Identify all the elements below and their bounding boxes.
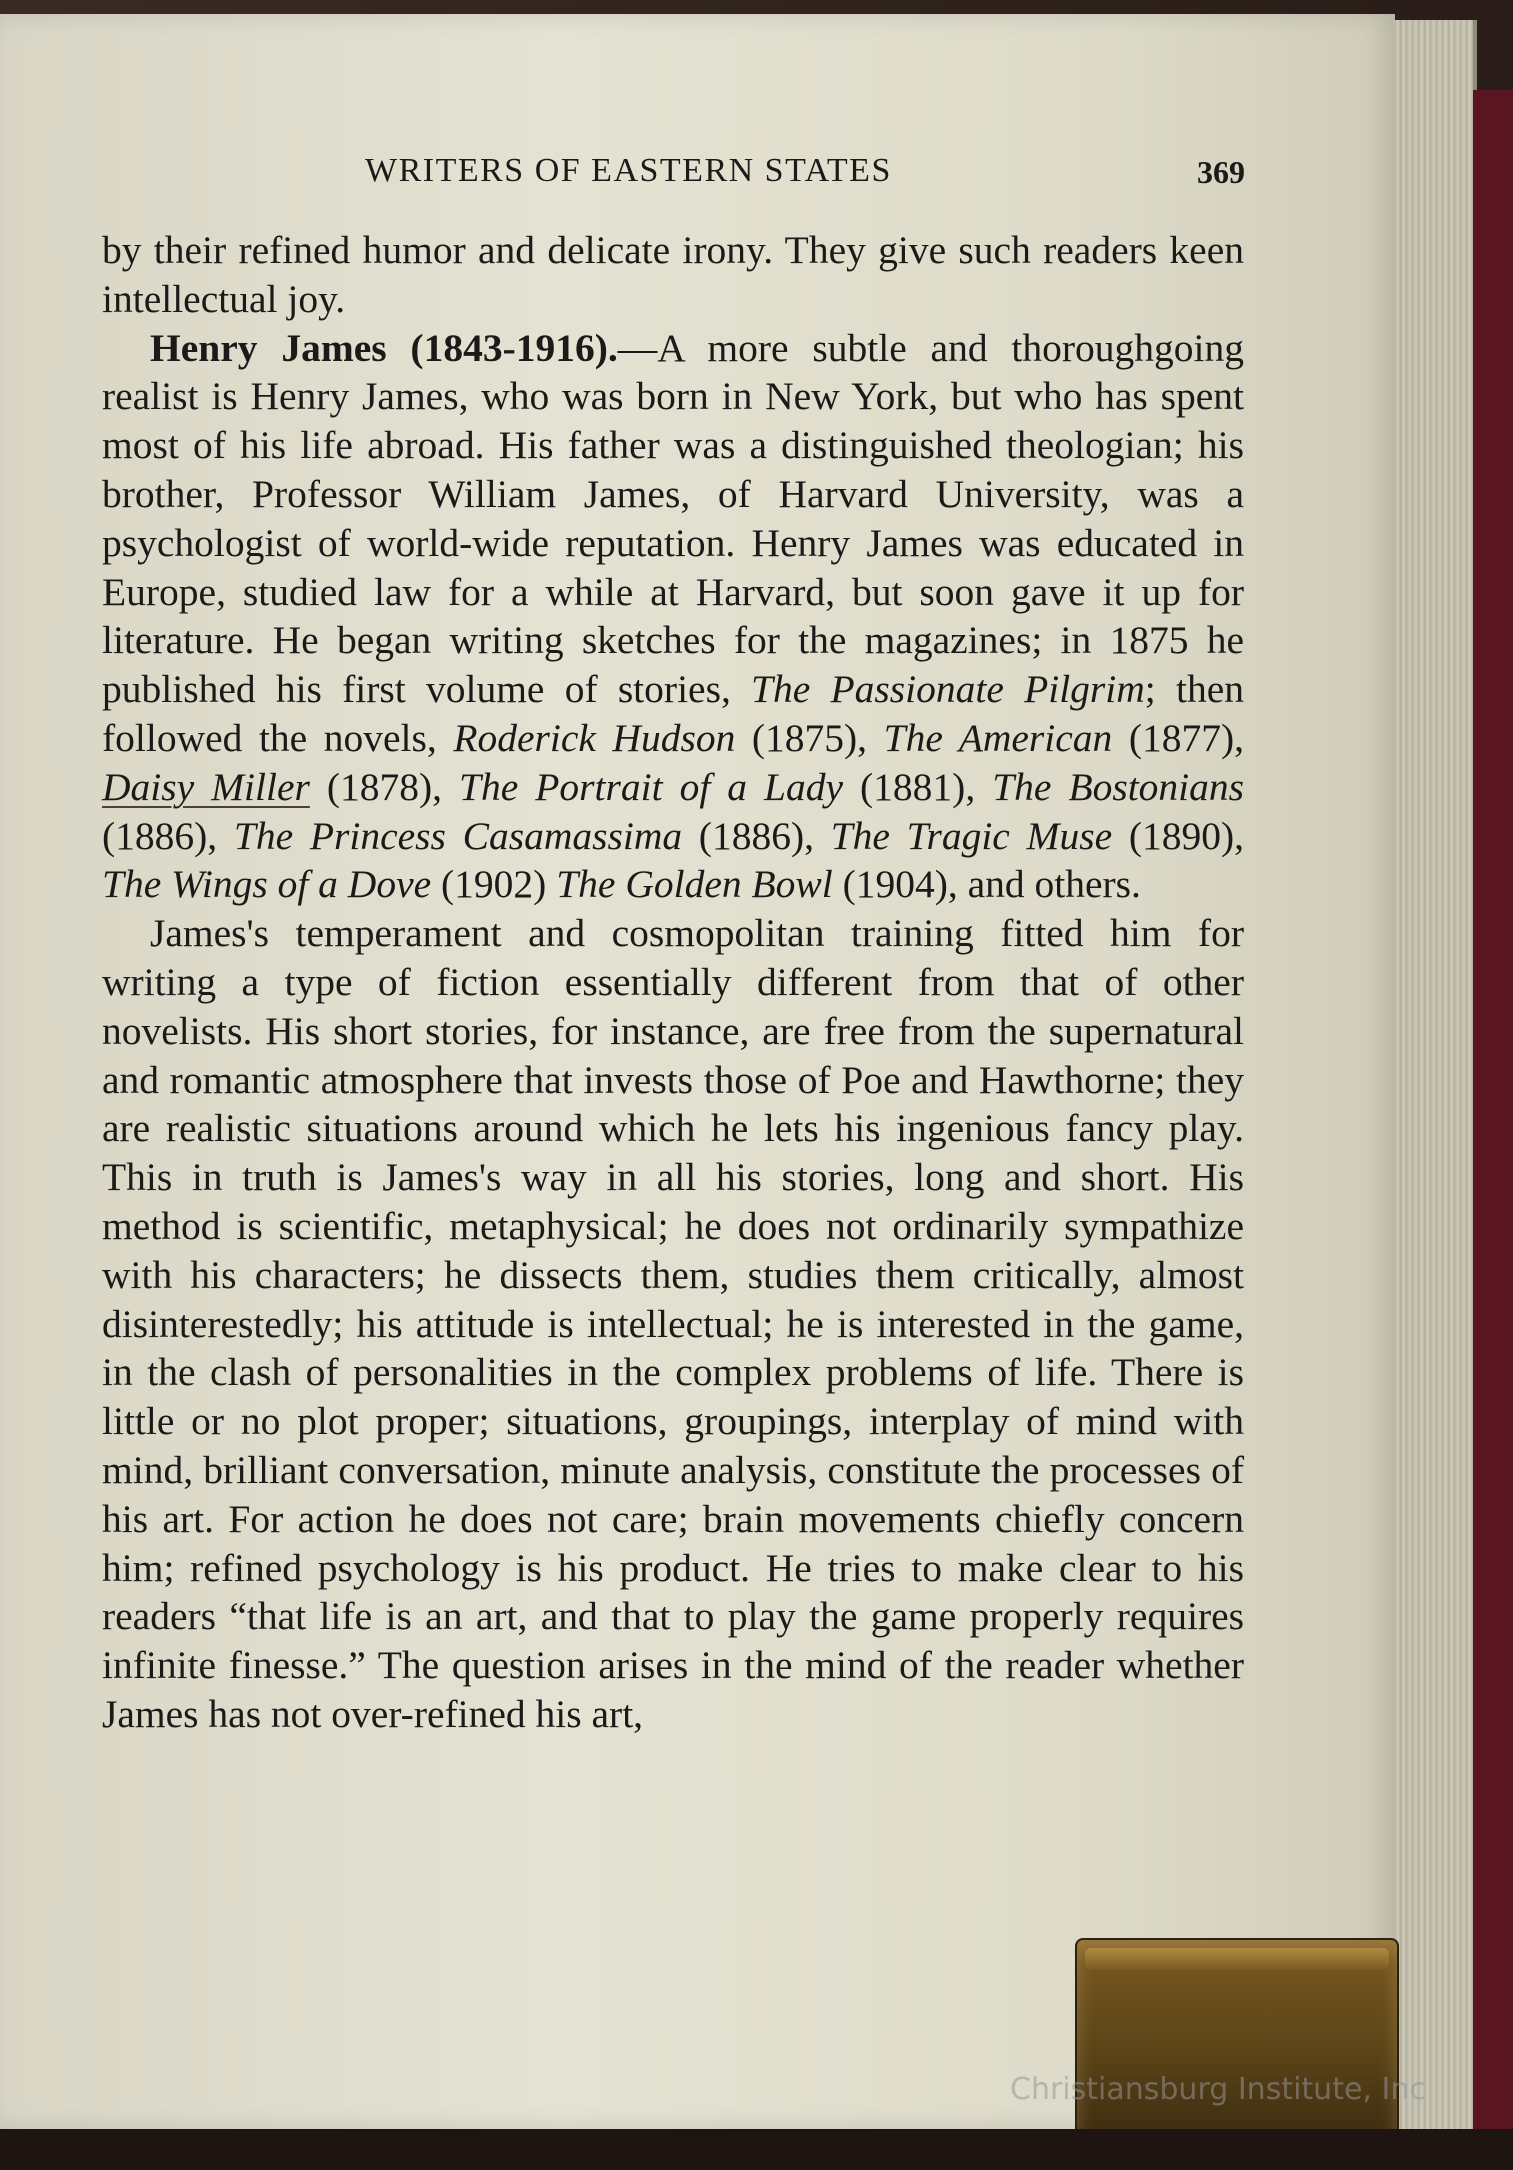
book-title: The Princess Casamassima bbox=[233, 813, 683, 858]
book-title-underlined: Daisy Miller bbox=[102, 764, 310, 809]
text-run: ; then followed the novels, bbox=[102, 667, 1244, 760]
text-run: —A more subtle and thoroughgoing realist is Henry James, who was born in New York, but who has spent most of his life abroad. His father was a distinguished theologian; his brother, Professor William James, of Harvard University, was a psychologist of world-wide reputation. Henry James was educated in Europe, studied law for a while at Harvard, but soon gave it up for literature. He began writing sketches for the magazines; in 1875 he published his first volume of stories, bbox=[102, 325, 1244, 712]
paragraph-henry-james bbox=[102, 324, 1244, 910]
body-text bbox=[102, 226, 1244, 1739]
section-subhead: Henry James (1843-1916). bbox=[150, 325, 618, 370]
book-page bbox=[0, 14, 1395, 2129]
text-run: (1877), bbox=[1112, 715, 1244, 760]
running-head: WRITERS OF EASTERN STATES bbox=[365, 152, 892, 189]
text-run: (1886), bbox=[682, 813, 831, 858]
book-cover-edge bbox=[1473, 90, 1513, 2170]
page-holder-clip bbox=[1075, 1938, 1399, 2142]
page-edges bbox=[1395, 20, 1477, 2130]
book-title: The Bostonians bbox=[992, 764, 1245, 809]
page-number: 369 bbox=[1197, 154, 1245, 190]
table-surface bbox=[0, 2129, 1513, 2170]
text-run: (1904), and others. bbox=[832, 862, 1141, 907]
paragraph-temperament: James's temperament and cosmopolitan training fitted him for writing a type of fiction essentially different from that of other novelists. His short stories, for instance, are free from the supernatural and romantic atmosphere that invests those of Poe and Hawthorne; they are realistic situations around which he lets his ingenious fancy play. This in truth is James's way in all his stories, long and short. His method is scientific, metaphysical; he does not ordinarily sympathize with his characters; he dissects them, studies them critically, almost disinterestedly; his attitude is intellectual; he is interested in the game, in the clash of personalities in the complex problems of life. There is little or no plot proper; situations, groupings, interplay of mind with mind, brilliant conversation, minute analysis, constitute the processes of his art. For action he does not care; brain movements chiefly concern him; refined psychology is his product. He tries to make clear to his readers “that life is an art, and that to play the game properly requires infinite finesse.” The question arises in the mind of the reader whether James has not over-refined his art, bbox=[102, 911, 1244, 1736]
book-title: The American bbox=[883, 715, 1113, 760]
text-run: (1886), bbox=[102, 813, 234, 858]
book-title: The Portrait of a Lady bbox=[459, 764, 844, 809]
watermark: Christiansburg Institute, Inc bbox=[1010, 2072, 1426, 2107]
book-title: The Tragic Muse bbox=[830, 813, 1113, 858]
text-run: (1902) bbox=[431, 862, 557, 907]
text-run: (1878), bbox=[309, 764, 460, 809]
text-run: (1875), bbox=[735, 715, 884, 760]
page-header bbox=[365, 142, 1245, 202]
paragraph-continuation: by their refined humor and delicate irony. They give such readers keen intellectual joy. bbox=[102, 228, 1244, 321]
text-run: (1881), bbox=[843, 764, 993, 809]
text-run: (1890), bbox=[1112, 813, 1245, 858]
book-title: The Passionate Pilgrim bbox=[751, 667, 1145, 712]
book-title: The Wings of a Dove bbox=[102, 862, 432, 907]
book-title: The Golden Bowl bbox=[556, 862, 833, 907]
book-title: Roderick Hudson bbox=[453, 715, 736, 760]
